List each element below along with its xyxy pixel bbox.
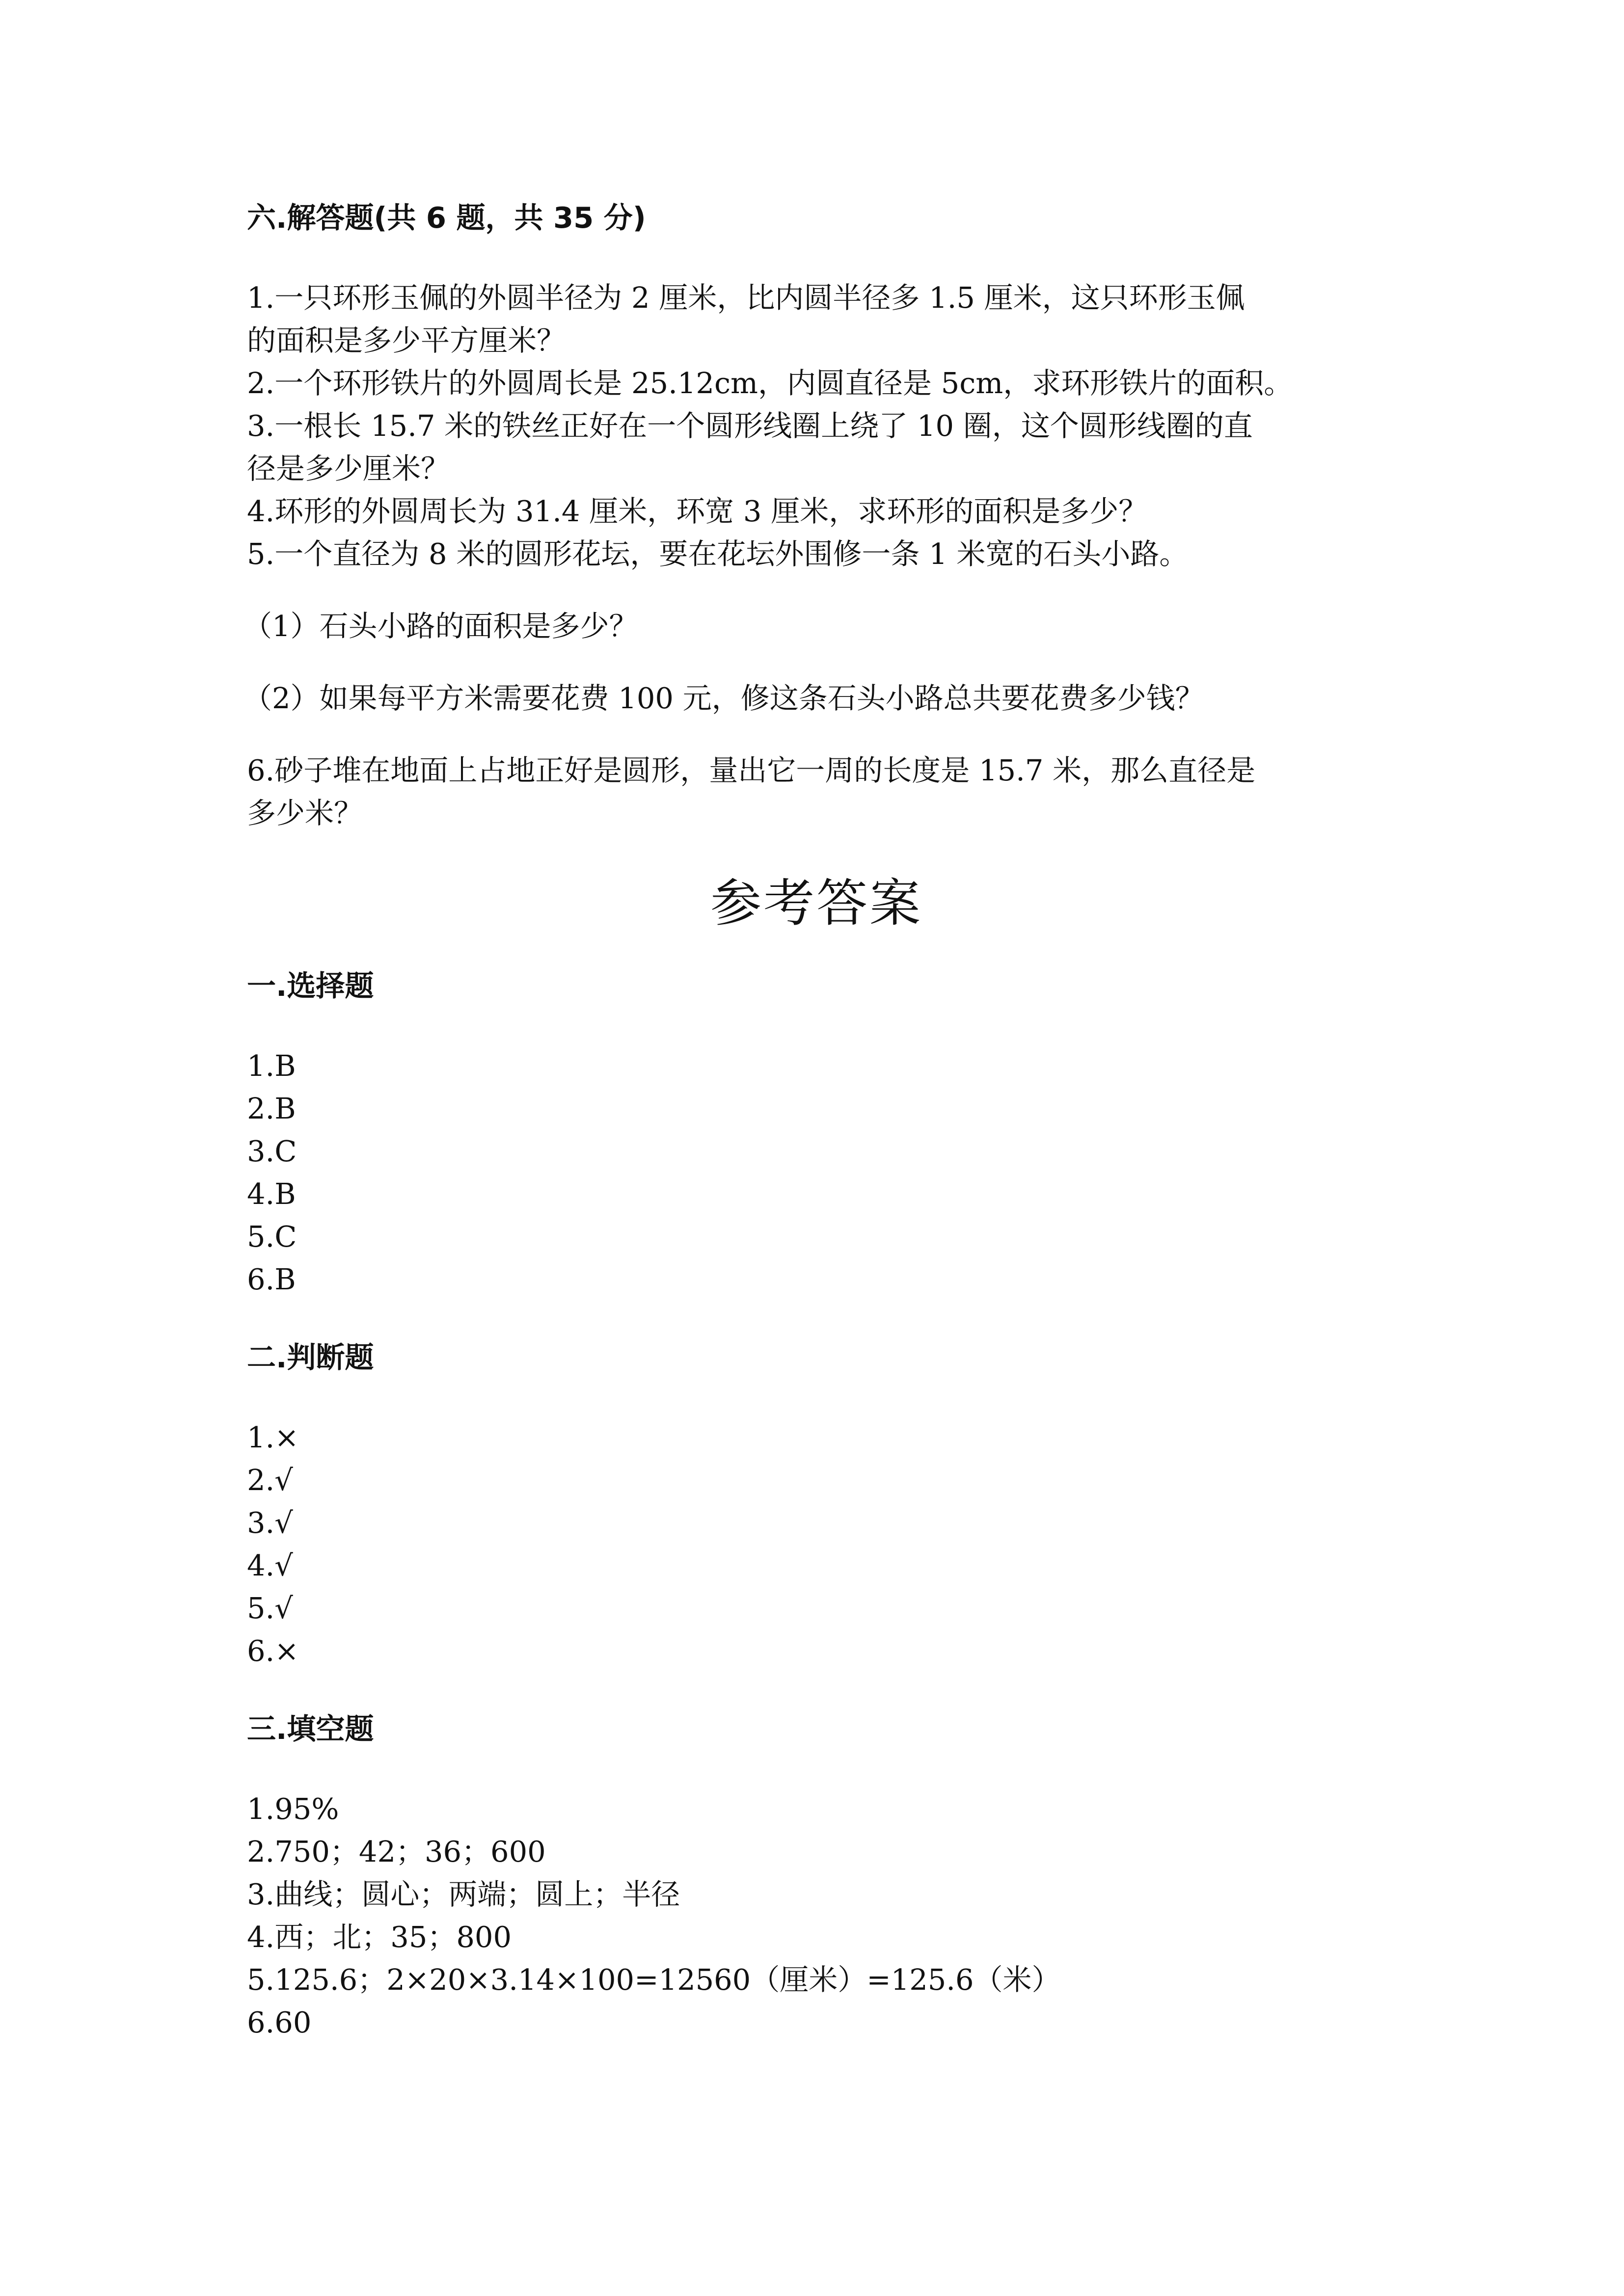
answer-item: 5.125.6；2×20×3.14×100=12560（厘米）=125.6（米） [247, 1963, 1061, 1997]
answer-item: 5.√ [247, 1591, 293, 1625]
document-page [243, 196, 1386, 2044]
question-6 [247, 749, 1386, 834]
question-5-part-2: （2）如果每平方米需要花费 100 元，修这条石头小路总共要花费多少钱？ [243, 681, 1204, 715]
answer-item: 6.× [247, 1634, 299, 1668]
answer-part-3-heading: 三.填空题 [247, 1712, 374, 1746]
question-3-line-1: 3.一根长 15.7 米的铁丝正好在一个圆形线圈上绕了 10 圈，这个圆形线圈的直 [247, 409, 1253, 443]
question-4: 4.环形的外圆周长为 31.4 厘米，环宽 3 厘米，求环形的面积是多少？ [247, 494, 1148, 528]
answer-item: 2.750；42；36；600 [247, 1835, 546, 1869]
answer-item: 6.60 [247, 2005, 312, 2039]
question-2: 2.一个环形铁片的外圆周长是 25.12cm，内圆直径是 5cm，求环形铁片的面积。 [247, 366, 1293, 400]
answer-item: 1.B [247, 1049, 296, 1083]
answer-item: 4.√ [247, 1548, 293, 1582]
question-6-line-1: 6.砂子堆在地面上占地正好是圆形，量出它一周的长度是 15.7 米，那么直径是 [247, 753, 1256, 787]
answer-item: 4.B [247, 1177, 296, 1211]
answer-part-1-heading: 一.选择题 [247, 969, 374, 1003]
answer-item: 5.C [247, 1220, 297, 1254]
answer-part-2-heading: 二.判断题 [247, 1340, 374, 1374]
question-1-line-2: 的面积是多少平方厘米？ [247, 323, 566, 357]
question-5: 5.一个直径为 8 米的圆形花坛，要在花坛外围修一条 1 米宽的石头小路。 [247, 537, 1189, 571]
answer-item: 1.× [247, 1420, 299, 1454]
answer-item: 3.C [247, 1134, 297, 1168]
answer-item: 4.西；北；35；800 [247, 1920, 512, 1954]
answer-part-2-list [247, 1416, 1386, 1672]
section-heading-answer-questions: 六.解答题(共 6 题，共 35 分) [247, 201, 646, 235]
answer-item: 3.√ [247, 1506, 293, 1540]
answer-key-title: 参考答案 [710, 873, 922, 933]
answer-item: 6.B [247, 1262, 296, 1296]
answer-item: 2.B [247, 1092, 296, 1125]
question-6-line-2: 多少米？ [247, 796, 363, 830]
answer-item: 2.√ [247, 1463, 293, 1497]
answer-item: 3.曲线；圆心；两端；圆上；半径 [247, 1877, 680, 1911]
answer-part-3-list [247, 1788, 1386, 2044]
answer-part-1-list [247, 1044, 1386, 1301]
question-1 [247, 276, 1386, 362]
answer-item: 1.95% [247, 1792, 339, 1826]
question-3-line-2: 径是多少厘米？ [247, 452, 450, 485]
question-1-line-1: 1.一只环形玉佩的外圆半径为 2 厘米，比内圆半径多 1.5 厘米，这只环形玉佩 [247, 281, 1245, 315]
question-3 [247, 404, 1386, 490]
question-5-part-1: （1）石头小路的面积是多少？ [243, 609, 638, 643]
